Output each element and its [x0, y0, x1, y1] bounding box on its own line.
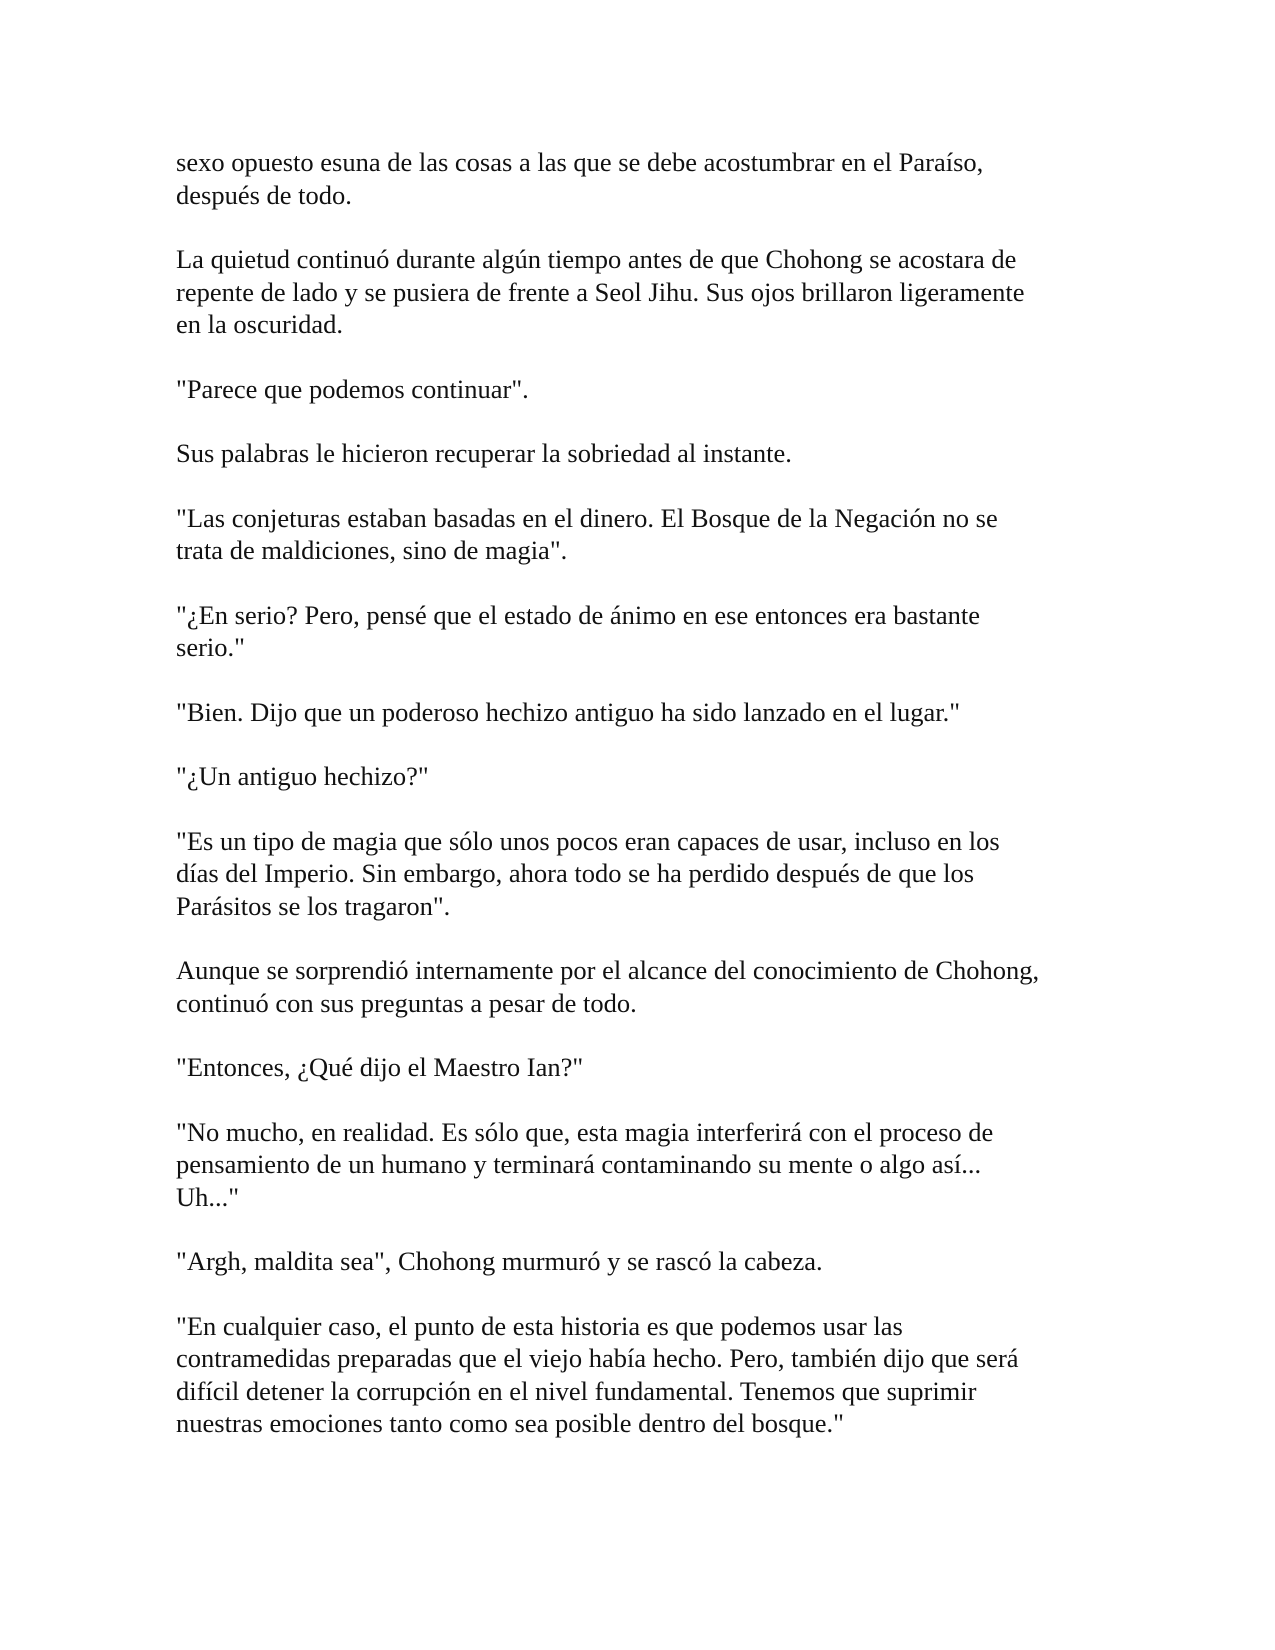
text-line: "En cualquier caso, el punto de esta historia es que podemos usar las	[176, 1310, 903, 1341]
text-line: trata de maldiciones, sino de magia".	[176, 535, 568, 565]
paragraph	[176, 243, 1106, 341]
text-line: "¿Un antiguo hechizo?"	[176, 761, 429, 791]
text-line: "Bien. Dijo que un poderoso hechizo antiguo ha sido lanzado en el lugar."	[176, 696, 961, 727]
paragraph	[176, 954, 1106, 1019]
paragraph	[176, 825, 1106, 923]
paragraph	[176, 696, 1106, 729]
text-line: Aunque se sorprendió internamente por el alcance del conocimiento de Chohong,	[176, 955, 1040, 985]
text-line: La quietud continuó durante algún tiempo antes de que Chohong se acostara de	[176, 244, 1017, 274]
text-line: "Parece que podemos continuar".	[176, 373, 529, 404]
text-line: Parásitos se los tragaron".	[176, 890, 451, 921]
text-line: difícil detener la corrupción en el nivel fundamental. Tenemos que suprimir	[176, 1375, 977, 1406]
text-line: "Argh, maldita sea", Chohong murmuró y se rascó la cabeza.	[176, 1246, 823, 1276]
text-line: continuó con sus preguntas a pesar de todo.	[176, 987, 637, 1018]
text-line: serio."	[176, 632, 245, 662]
paragraph	[176, 146, 1106, 211]
text-line: Uh..."	[176, 1181, 240, 1212]
text-line: después de todo.	[176, 179, 352, 210]
paragraph	[176, 1051, 1106, 1084]
text-line: "Es un tipo de magia que sólo unos pocos eran capaces de usar, incluso en los	[176, 825, 1000, 856]
text-line: "Entonces, ¿Qué dijo el Maestro Ian?"	[176, 1052, 584, 1082]
paragraph	[176, 502, 1106, 567]
paragraph	[176, 1310, 1106, 1440]
text-line: nuestras emociones tanto como sea posible dentro del bosque."	[176, 1408, 844, 1438]
text-line: "No mucho, en realidad. Es sólo que, esta magia interferirá con el proceso de	[176, 1116, 994, 1147]
document-body	[176, 146, 1106, 1472]
text-line: repente de lado y se pusiera de frente a Seol Jihu. Sus ojos brillaron ligeramente	[176, 276, 1025, 307]
text-line: días del Imperio. Sin embargo, ahora todo se ha perdido después de que los	[176, 858, 975, 888]
paragraph	[176, 1245, 1106, 1278]
text-line: contramedidas preparadas que el viejo había hecho. Pero, también dijo que será	[176, 1343, 1019, 1373]
paragraph	[176, 760, 1106, 793]
paragraph	[176, 437, 1106, 470]
paragraph	[176, 373, 1106, 406]
paragraph	[176, 1116, 1106, 1214]
text-line: en la oscuridad.	[176, 309, 344, 339]
text-line: sexo opuesto esuna de las cosas a las que se debe acostumbrar en el Paraíso,	[176, 147, 984, 177]
text-line: pensamiento de un humano y terminará contaminando su mente o algo así...	[176, 1149, 982, 1179]
paragraph	[176, 599, 1106, 664]
text-line: "Las conjeturas estaban basadas en el dinero. El Bosque de la Negación no se	[176, 502, 998, 533]
text-line: Sus palabras le hicieron recuperar la sobriedad al instante.	[176, 438, 792, 468]
text-line: "¿En serio? Pero, pensé que el estado de ánimo en ese entonces era bastante	[176, 599, 981, 630]
